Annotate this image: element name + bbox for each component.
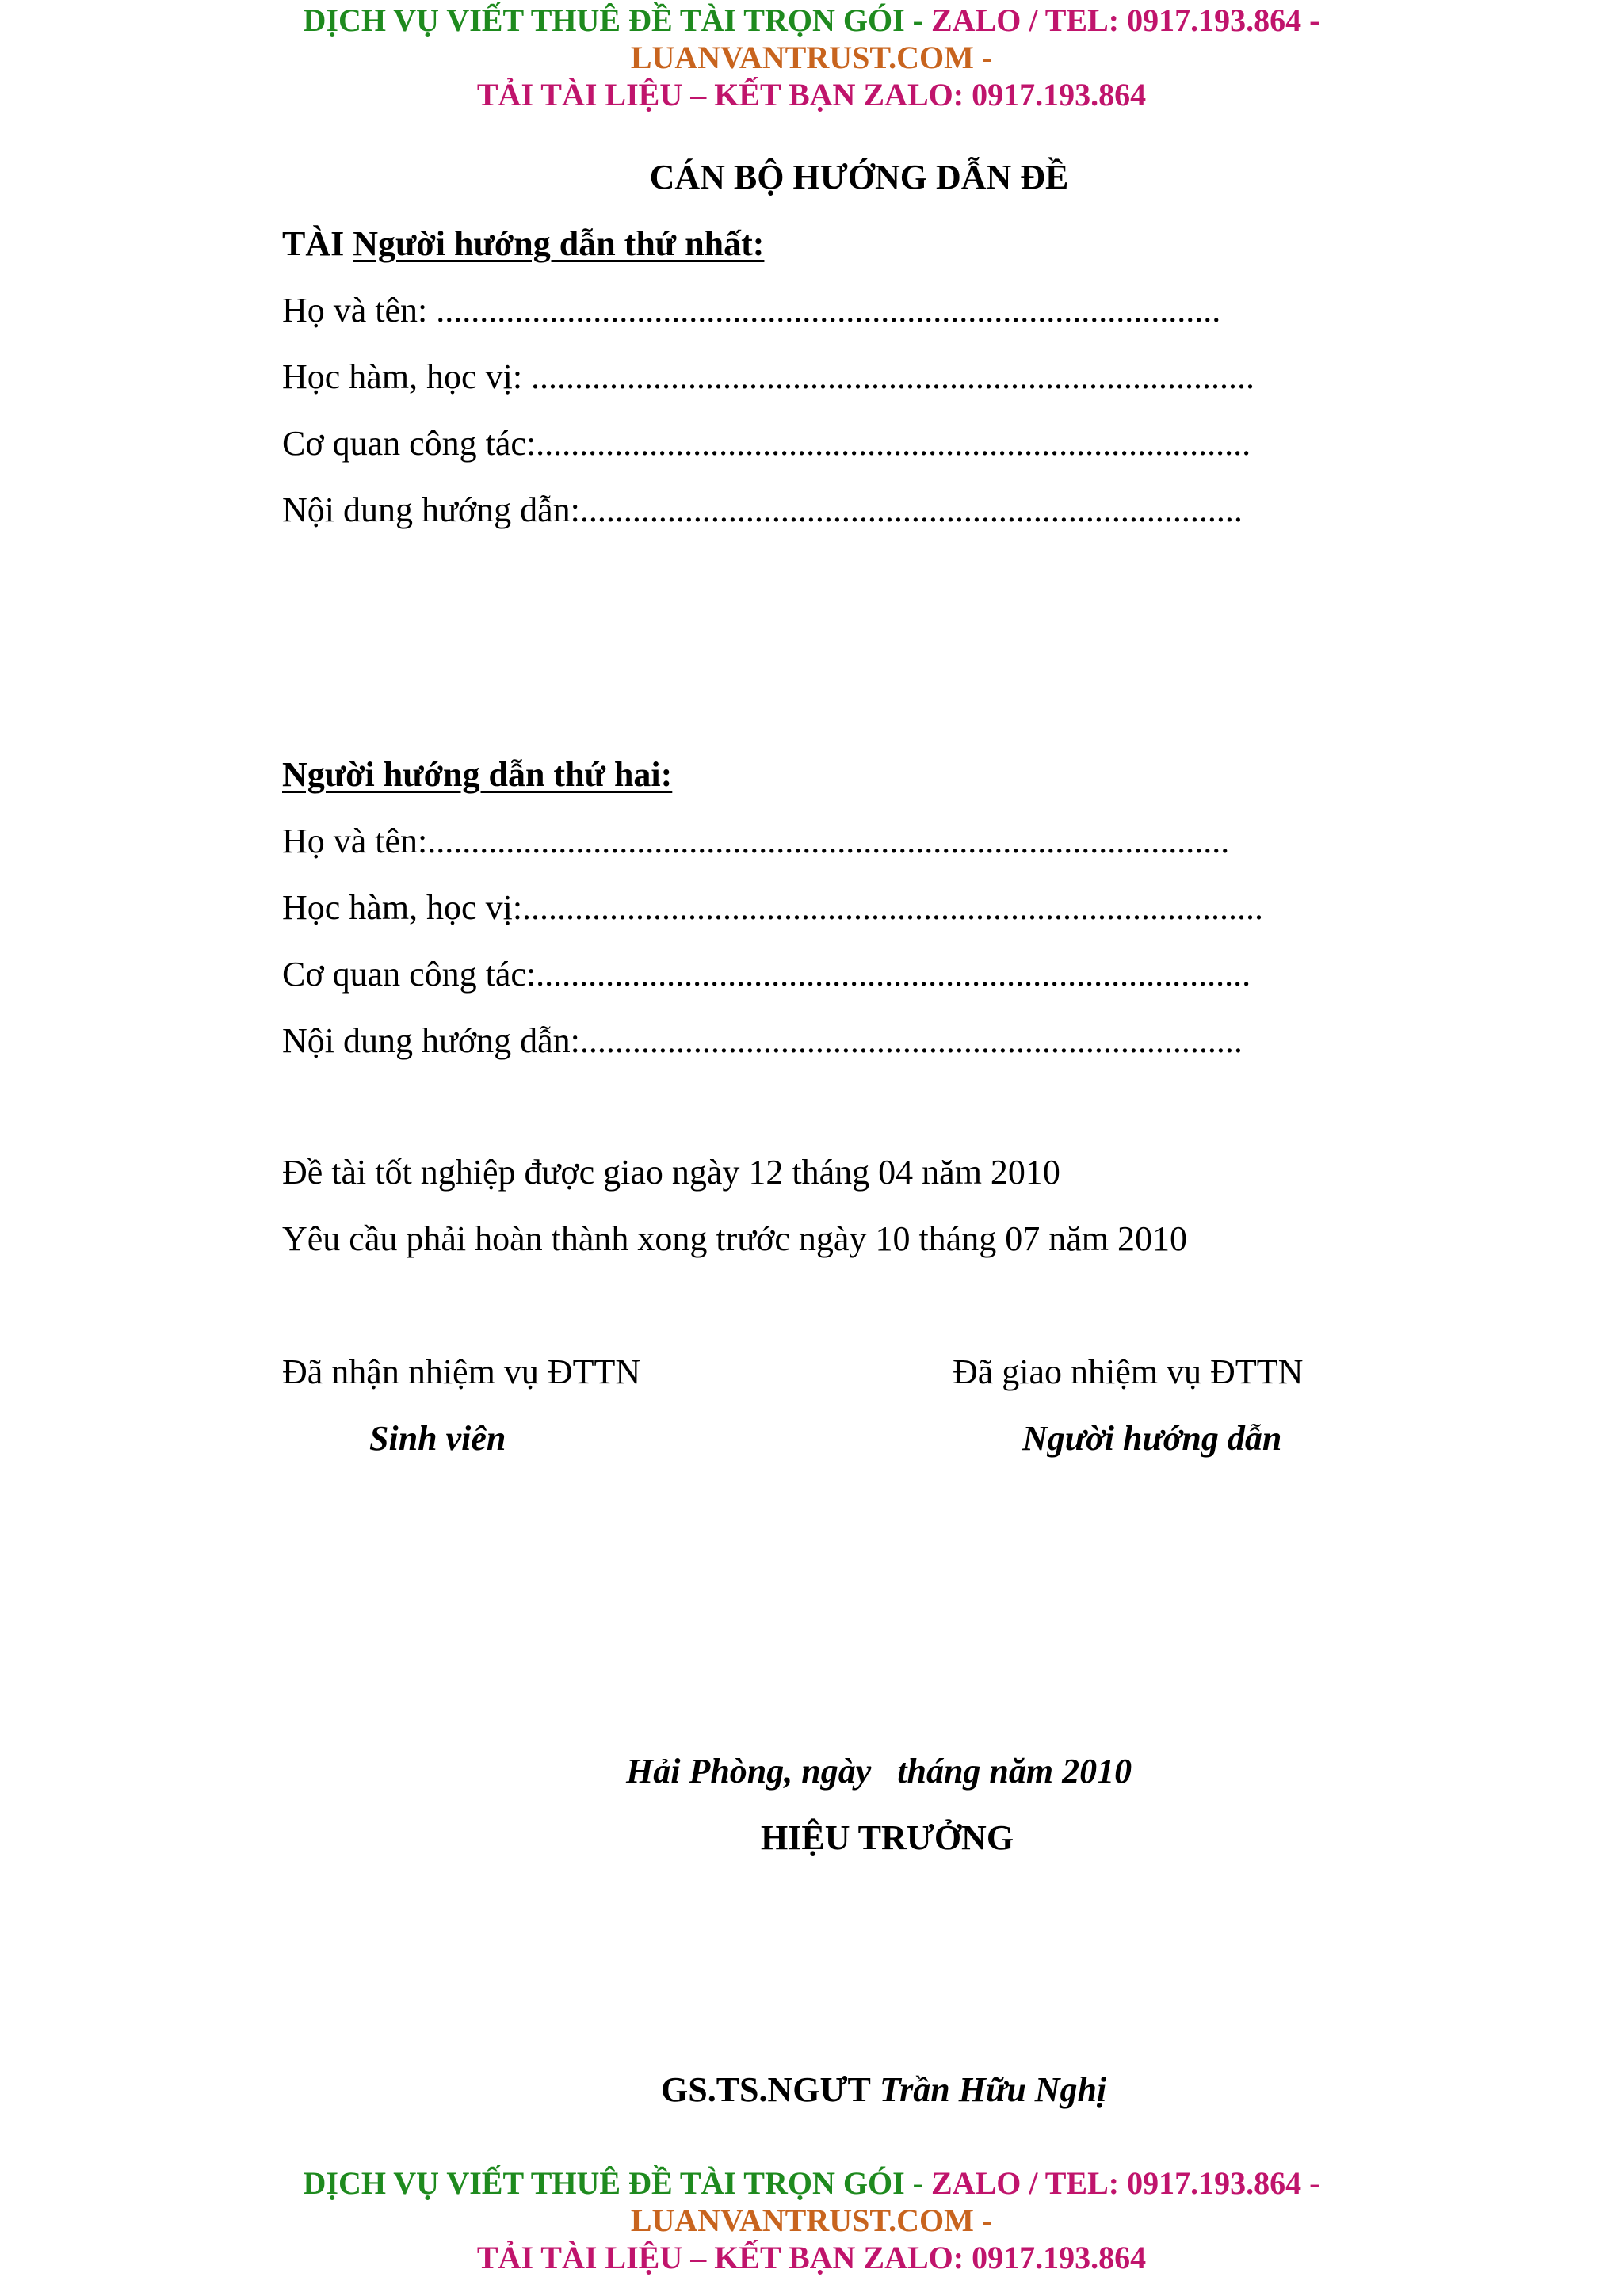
advisor1-org-field: Cơ quan công tác:.................................................................................. — [282, 424, 1251, 463]
footer-banner — [0, 2164, 1623, 2276]
advisor2-title-field: Học hàm, học vị:..................................................................................... — [282, 888, 1264, 927]
footer-banner-line-1 — [0, 2164, 1623, 2202]
advisor2-name-field: Họ và tên:............................................................................................ — [282, 822, 1230, 860]
header-service-text: DỊCH VỤ VIẾT THUÊ ĐỀ TÀI TRỌN GÓI - — [303, 2, 931, 38]
section-title-continuation: TÀI — [282, 224, 345, 263]
header-download-text: TẢI TÀI LIỆU – KẾT BẠN ZALO: 0917.193.864 — [476, 77, 1147, 113]
footer-service-text: DỊCH VỤ VIẾT THUÊ ĐỀ TÀI TRỌN GÓI - — [303, 2165, 931, 2201]
footer-download-text: TẢI TÀI LIỆU – KẾT BẠN ZALO: 0917.193.864 — [476, 2240, 1147, 2275]
signatory-prefix: GS.TS.NGƯT — [661, 2070, 871, 2109]
advisor2-org-field: Cơ quan công tác:.................................................................................. — [282, 955, 1251, 994]
footer-website-text: LUANVANTRUST.COM - — [630, 2203, 993, 2238]
header-banner — [0, 2, 1623, 113]
header-contact-text: ZALO / TEL: 0917.193.864 - — [931, 2, 1320, 38]
given-task-label: Đã giao nhiệm vụ ĐTTN — [953, 1352, 1304, 1391]
advisor1-title-field: Học hàm, học vị: ................................................................................... — [282, 357, 1255, 396]
advisor2-heading: Người hướng dẫn thứ hai: — [282, 755, 673, 794]
signatory-name: Trần Hữu Nghị — [879, 2070, 1107, 2109]
header-website-text: LUANVANTRUST.COM - — [630, 40, 993, 75]
section-title: CÁN BỘ HƯỚNG DẪN ĐỀ — [649, 158, 1069, 196]
received-task-label: Đã nhận nhiệm vụ ĐTTN — [282, 1352, 641, 1391]
advisor2-content-field: Nội dung hướng dẫn:............................................................................ — [282, 1021, 1243, 1060]
student-label: Sinh viên — [369, 1419, 506, 1458]
header-banner-line-1 — [0, 2, 1623, 39]
advisor1-heading: Người hướng dẫn thứ nhất: — [353, 224, 765, 263]
assigned-date-line: Đề tài tốt nghiệp được giao ngày 12 tháng 04 năm 2010 — [282, 1153, 1060, 1192]
advisor1-content-field: Nội dung hướng dẫn:............................................................................ — [282, 490, 1243, 529]
advisor-label: Người hướng dẫn — [1022, 1419, 1282, 1458]
footer-contact-text: ZALO / TEL: 0917.193.864 - — [931, 2165, 1320, 2201]
deadline-line: Yêu cầu phải hoàn thành xong trước ngày 10 tháng 07 năm 2010 — [282, 1219, 1187, 1258]
place-date-line: Hải Phòng, ngày tháng năm 2010 — [626, 1752, 1132, 1791]
rector-title: HIỆU TRƯỞNG — [761, 1818, 1014, 1857]
advisor1-heading-row — [282, 223, 764, 265]
signatory — [661, 2069, 1106, 2111]
advisor1-name-field: Họ và tên: .......................................................................................... — [282, 291, 1221, 330]
